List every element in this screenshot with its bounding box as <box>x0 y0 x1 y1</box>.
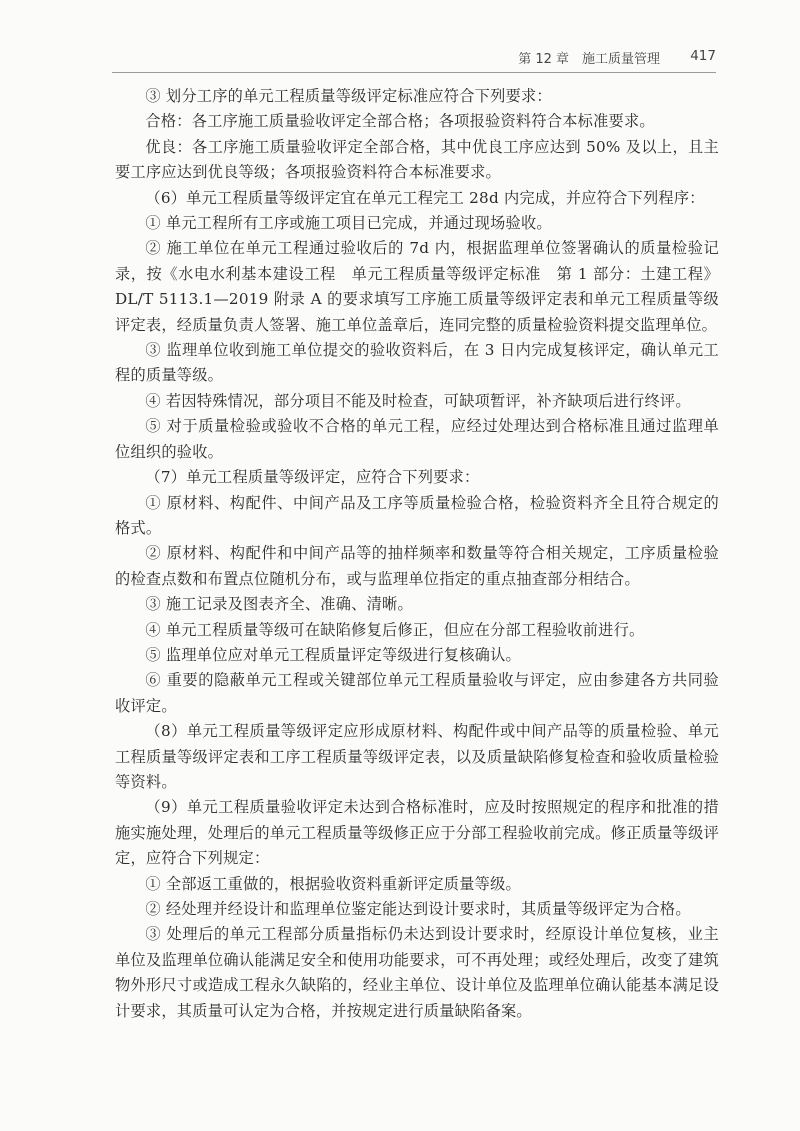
paragraph: （7）单元工程质量等级评定，应符合下列要求： <box>145 468 480 487</box>
paragraph: ⑥ 重要的隐蔽单元工程或关键部位单元工程质量验收与评定，应由参建各方共同验收评定。 <box>115 671 719 715</box>
paragraph: ③ 处理后的单元工程部分质量指标仍未达到设计要求时，经原设计单位复核，业主单位及监理单位确认能满足安全和使用功能要求，可不再处理；或经处理后，改变了建筑物外形尺寸或造成工程永久缺陷的，经业主单位、设计单位及监理单位确认能基本满足设计要求，其质量可认定为合格，并按规定进行质量缺陷备案。 <box>115 925 719 1020</box>
paragraph: （8）单元工程质量等级评定应形成原材料、构配件或中间产品等的质量检验、单元工程质量等级评定表和工序工程质量等级评定表，以及质量缺陷修复检查和验收质量检验等资料。 <box>115 722 719 791</box>
paragraph: ④ 若因特殊情况，部分项目不能及时检查，可缺项暂评，补齐缺项后进行终评。 <box>145 391 691 410</box>
paragraph: ② 经处理并经设计和监理单位鉴定能达到设计要求时，其质量等级评定为合格。 <box>145 900 691 918</box>
paragraph: ⑤ 监理单位应对单元工程质量评定等级进行复核确认。 <box>145 645 521 664</box>
paragraph: ④ 单元工程质量等级可在缺陷修复后修正，但应在分部工程验收前进行。 <box>145 620 645 639</box>
paragraph: 合格：各工序施工质量验收评定全部合格；各项报验资料符合本标准要求。 <box>145 112 655 131</box>
paragraph: ① 原材料、构配件、中间产品及工序等质量检验合格，检验资料齐全且符合规定的格式。 <box>115 493 719 537</box>
paragraph: （6）单元工程质量等级评定宜在单元工程完工 28d 内完成，并应符合下列程序： <box>145 188 705 207</box>
paragraph: （9）单元工程质量验收评定未达到合格标准时，应及时按照规定的程序和批准的措施实施处理，处理后的单元工程质量等级修正应于分部工程验收前完成。修正质量等级评定，应符合下列规定： <box>115 798 719 868</box>
paragraph: ③ 划分工序的单元工程质量等级评定标准应符合下列要求： <box>145 87 552 105</box>
body-text <box>115 84 719 1024</box>
paragraph: ③ 施工记录及图表齐全、准确、清晰。 <box>145 595 413 614</box>
paragraph: ① 单元工程所有工序或施工项目已完成，并通过现场验收。 <box>145 214 552 233</box>
paragraph: ⑤ 对于质量检验或验收不合格的单元工程，应经过处理达到合格标准且通过监理单位组织的验收。 <box>115 417 719 461</box>
page-number: 417 <box>690 48 716 64</box>
running-header <box>112 46 716 73</box>
paragraph: ② 原材料、构配件和中间产品等的抽样频率和数量等符合相关规定，工序质量检验的检查点数和布置点位随机分布，或与监理单位指定的重点抽查部分相结合。 <box>115 544 719 588</box>
chapter-title: 第 12 章 施工质量管理 <box>518 52 660 67</box>
paragraph: ② 施工单位在单元工程通过验收后的 7d 内，根据监理单位签署确认的质量检验记录，按《水电水利基本建设工程 单元工程质量等级评定标准 第 1 部分：土建工程》DL/T 5113.1—2019 附录 A 的要求填写工序施工质量等级评定表和单元工程质量等级评定表，经质量负责人签署、施工单位盖章后，连同完整的质量检验资料提交监理单位。 <box>115 239 719 334</box>
paragraph: 优良：各工序施工质量验收评定全部合格，其中优良工序应达到 50% 及以上，且主要工序应达到优良等级；各项报验资料符合本标准要求。 <box>115 137 719 182</box>
paragraph: ① 全部返工重做的，根据验收资料重新评定质量等级。 <box>145 874 521 893</box>
paragraph: ③ 监理单位收到施工单位提交的验收资料后，在 3 日内完成复核评定，确认单元工程的质量等级。 <box>115 341 719 385</box>
